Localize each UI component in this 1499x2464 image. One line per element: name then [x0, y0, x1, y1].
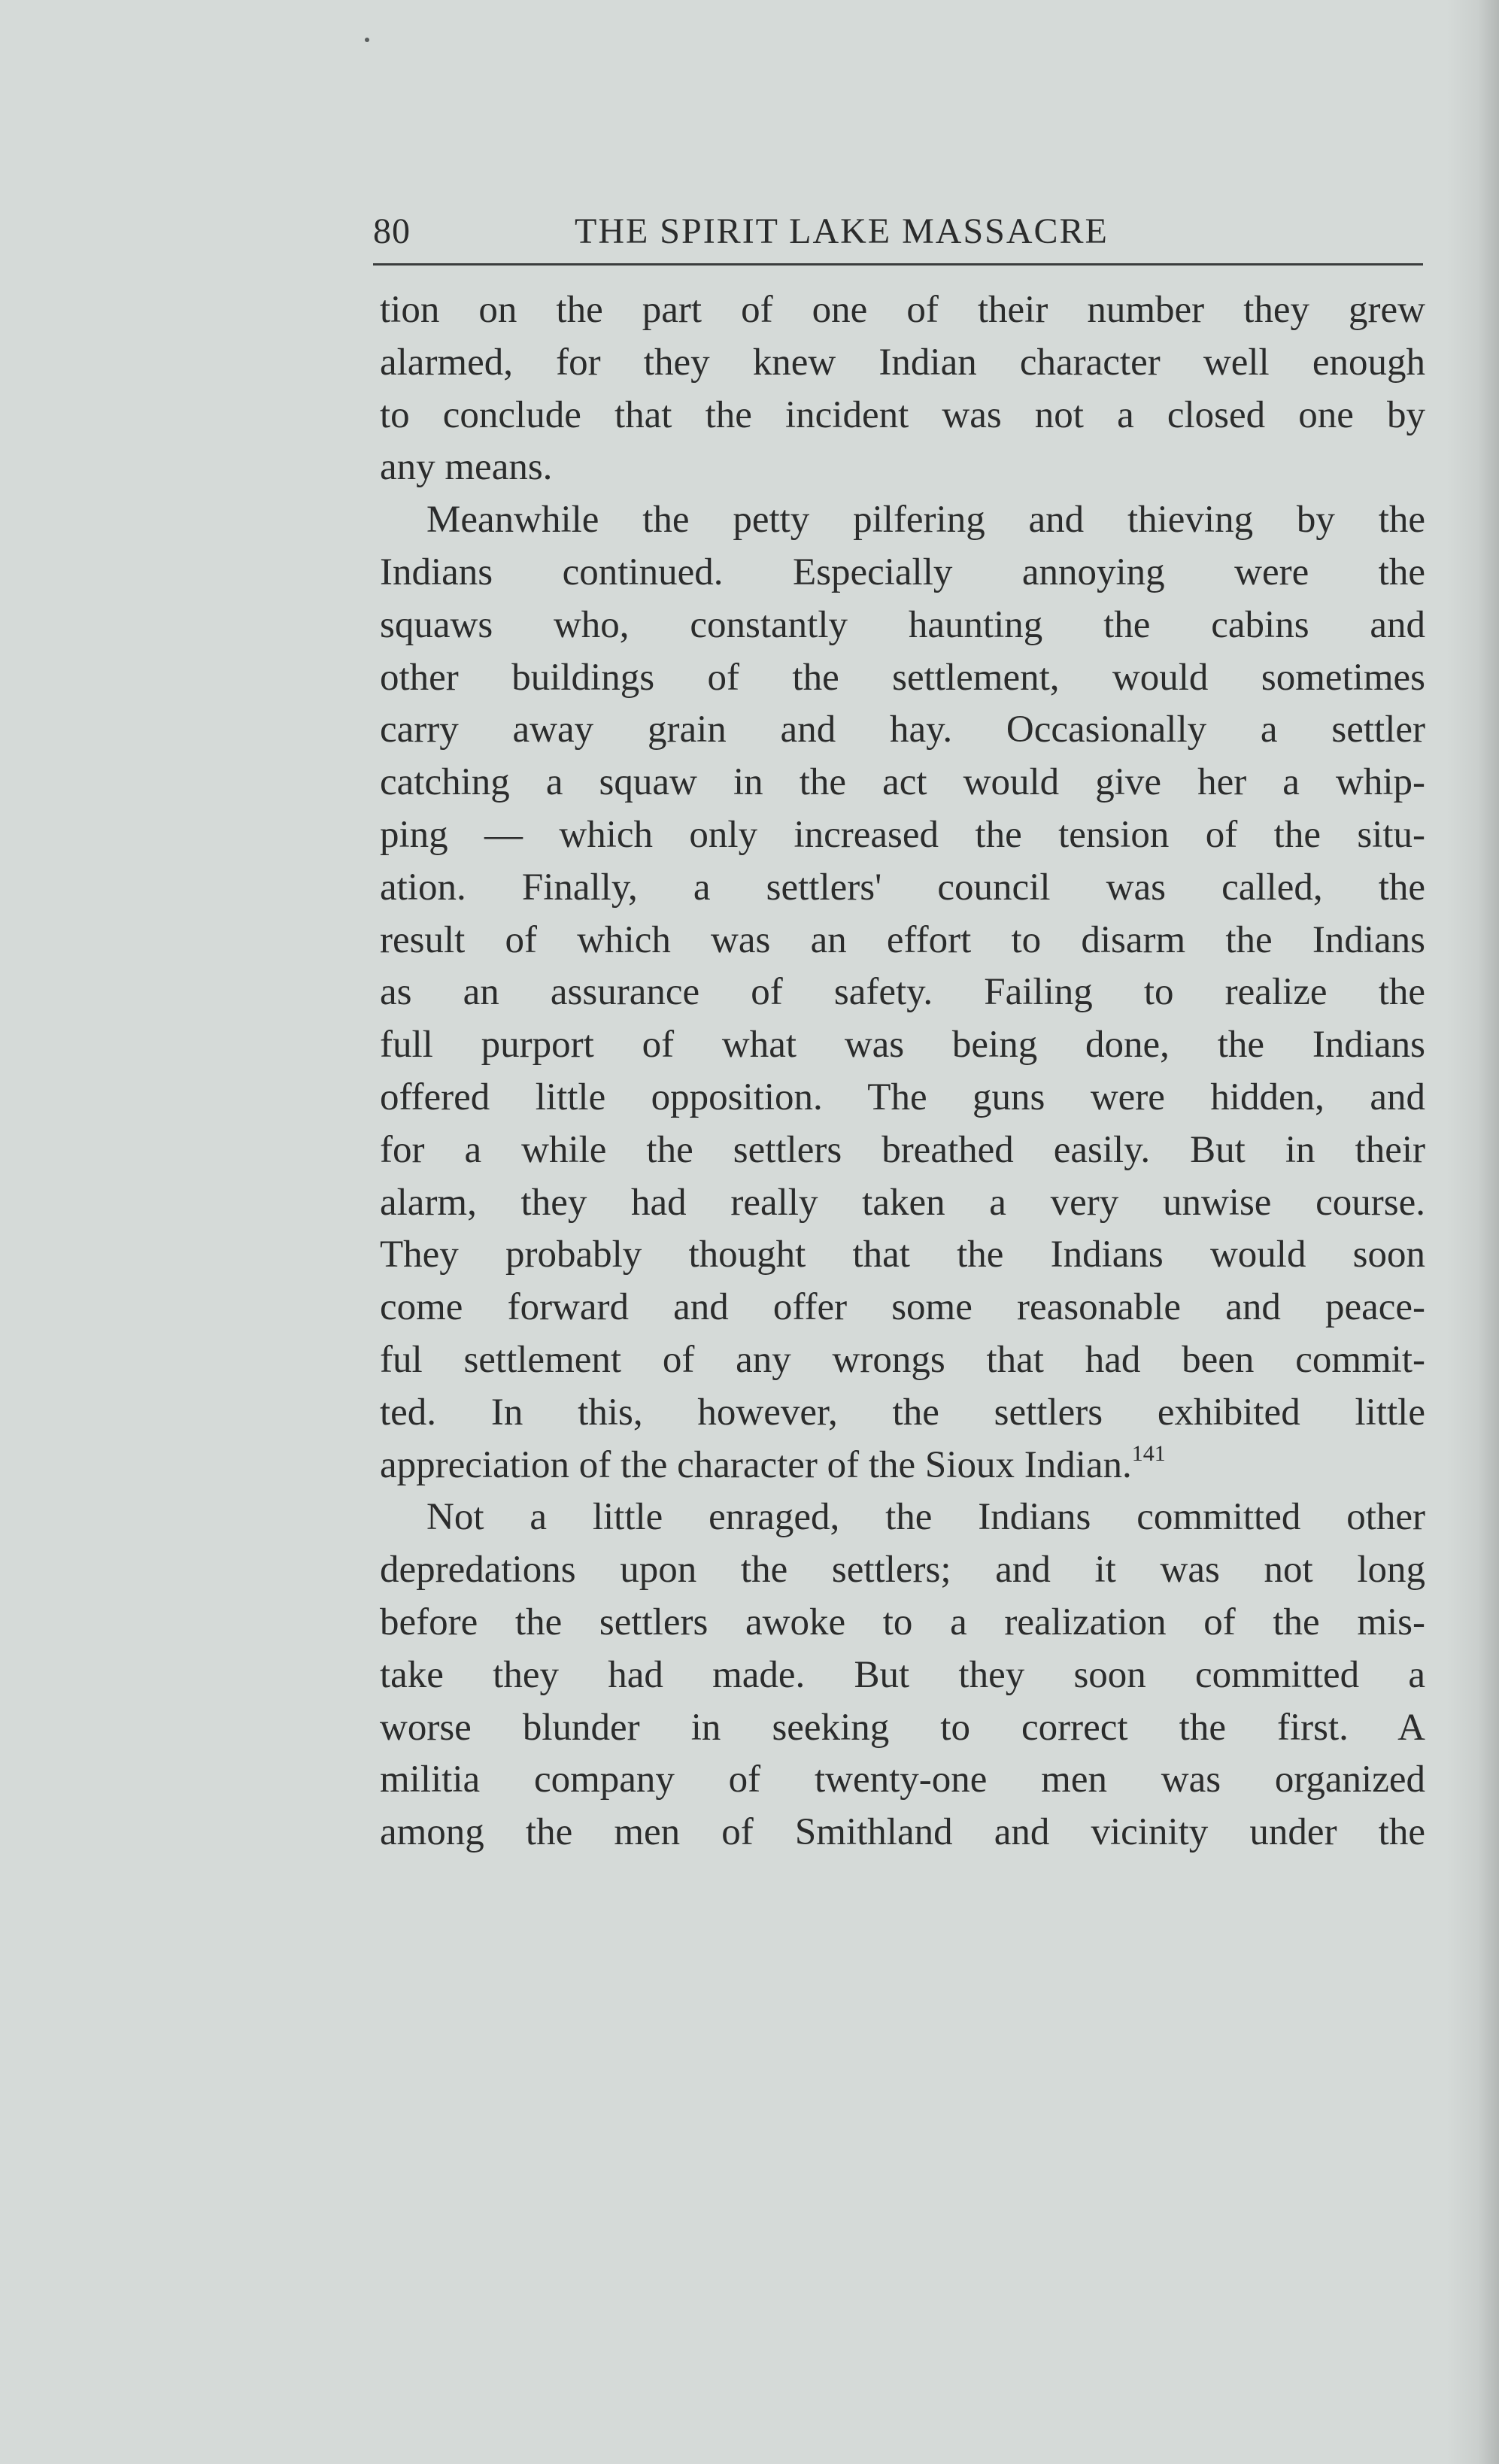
text-line: come forward and offer some reasonable and peace- — [380, 1286, 1425, 1329]
text-line: alarmed, for they knew Indian character well enough — [380, 341, 1425, 384]
text-line-with-footnote — [380, 1440, 1425, 1492]
text-line: militia company of twenty-one men was organized — [380, 1758, 1425, 1801]
text-line: result of which was an effort to disarm the Indians — [380, 918, 1425, 961]
text-line: offered little opposition. The guns were hidden, and — [380, 1076, 1425, 1118]
text-line: other buildings of the settlement, would sometimes — [380, 656, 1425, 699]
text-line: tion on the part of one of their number they grew — [380, 289, 1425, 331]
text-line: for a while the settlers breathed easily. But in their — [380, 1128, 1425, 1171]
text-line: alarm, they had really taken a very unwise course. — [380, 1181, 1425, 1224]
print-speck — [365, 38, 369, 42]
text-line: ping — which only increased the tension of the situ- — [380, 813, 1425, 856]
text-line: before the settlers awoke to a realization of the mis- — [380, 1601, 1425, 1643]
paragraph-first-line: Meanwhile the petty pilfering and thieving by the — [426, 499, 1425, 542]
text-line: catching a squaw in the act would give her a whip- — [380, 761, 1425, 804]
text-line: among the men of Smithland and vicinity under the — [380, 1811, 1425, 1854]
text-line: to conclude that the incident was not a closed one by — [380, 393, 1425, 436]
text-line: ation. Finally, a settlers' council was called, the — [380, 866, 1425, 909]
text-line: Indians continued. Especially annoying were the — [380, 551, 1425, 593]
footnote-reference[interactable]: 141 — [1131, 1440, 1166, 1466]
text-line: as an assurance of safety. Failing to realize the — [380, 971, 1425, 1014]
text-line: full purport of what was being done, the Indians — [380, 1024, 1425, 1067]
text-line: depredations upon the settlers; and it was not long — [380, 1549, 1425, 1592]
text-line: carry away grain and hay. Occasionally a settler — [380, 709, 1425, 751]
paragraph-first-line: Not a little enraged, the Indians committed other — [426, 1496, 1425, 1539]
text-line-content: appreciation of the character of the Sioux Indian. — [380, 1443, 1132, 1486]
body-text — [380, 284, 1425, 1859]
text-line: They probably thought that the Indians would soon — [380, 1234, 1425, 1276]
running-title: THE SPIRIT LAKE MASSACRE — [575, 211, 1109, 251]
text-line: any means. — [380, 446, 553, 489]
text-line: ted. In this, however, the settlers exhibited little — [380, 1391, 1425, 1434]
text-line: ful settlement of any wrongs that had been commit- — [380, 1338, 1425, 1381]
text-line: squaws who, constantly haunting the cabins and — [380, 603, 1425, 646]
running-head — [373, 203, 1423, 266]
text-line: take they had made. But they soon committed a — [380, 1653, 1425, 1696]
page-number: 80 — [373, 211, 411, 251]
text-line: worse blunder in seeking to correct the first. A — [380, 1706, 1425, 1749]
page-edge-shadow — [1446, 0, 1499, 2464]
